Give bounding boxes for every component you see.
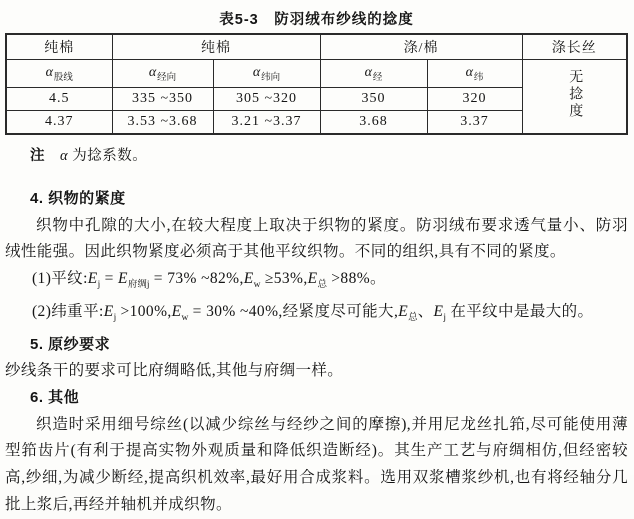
header-cell-poly-cotton: 涤/棉 [320,34,522,60]
table-cell: 305 ~320 [213,88,320,111]
paragraph-yarn-requirement: 纱线条干的要求可比府绸略低,其他与府绸一样。 [5,362,344,380]
twist-table [5,33,628,135]
table-cell: 4.5 [6,88,112,111]
section-heading-4: 4. 织物的紧度 [30,190,126,207]
table-cell: 3.21 ~3.37 [213,111,320,135]
table-cell: 3.37 [427,111,522,135]
table-cell: 320 [427,88,522,111]
table-cell: 3.68 [320,111,427,135]
table-cell: 4.37 [6,111,112,135]
table-cell: 3.53 ~3.68 [112,111,213,135]
header-cell-alpha-weft: $\alpha_纬$ [427,60,522,88]
paragraph-fabric-tightness: 织物中孔隙的大小,在较大程度上取决于织物的紧度。防羽绒布要求透气量小、防羽绒性能强。因此织物紧度必须高于其他平纹织物。不同的组织,具有不同的紧度。 [5,216,628,261]
no-twist-vertical-label: 无捻度 [567,68,583,120]
cell-no-twist [522,60,627,135]
header-cell-alpha-warp: $\alpha_经$ [320,60,427,88]
section-heading-6: 6. 其他 [30,389,80,407]
header-cell-poly-filament: 涤长丝 [522,34,627,60]
header-cell-pure-cotton-2: 纯棉 [112,34,320,60]
formula-weft-rib: (2)纬重平$:E_j >100\%,E_w = 30\%$ ~40%,经紧度尽可能大$,E_总$、$E_j$ 在平纹中是最大的。 [32,302,594,324]
table-cell: 350 [320,88,427,111]
formula-plain-weave: (1)平纹$:E_j = E_{府绸j} = 73\%$ $\sim 82\%,E_w \ge 53\%,E_总 >88\%$。 [32,270,386,291]
table-note: 注 α 为捻系数。 [30,148,148,164]
table-cell: 335 ~350 [112,88,213,111]
table-title: 表5-3 防羽绒布纱线的捻度 [219,12,414,28]
body-content [5,186,628,519]
table-header-row-alpha [6,60,627,88]
table-header-row-groups [6,34,627,60]
section-heading-5: 5. 原纱要求 [30,335,111,353]
paragraph-other: 织造时采用细号综丝(以减少综丝与经纱之间的摩擦),并用尼龙丝扎筘,尽可能使用薄型筘齿片(有利于提高实物外观质量和降低织造断经)。其生产工艺与府绸相仿,但经密较高,纱细,为减少断经,提高织机效率,最好用合成浆料。选用双浆槽浆纱机,也有将经轴分几批上浆后,再经并轴机并成织物。 [5,415,628,514]
header-cell-pure-cotton-1: 纯棉 [6,34,112,60]
header-cell-alpha-warp-dir: $\alpha_{经向}$ [112,60,213,88]
header-cell-alpha-ply: $\alpha_{股线}$ [6,60,112,88]
header-cell-alpha-weft-dir: $\alpha_{纬向}$ [213,60,320,88]
